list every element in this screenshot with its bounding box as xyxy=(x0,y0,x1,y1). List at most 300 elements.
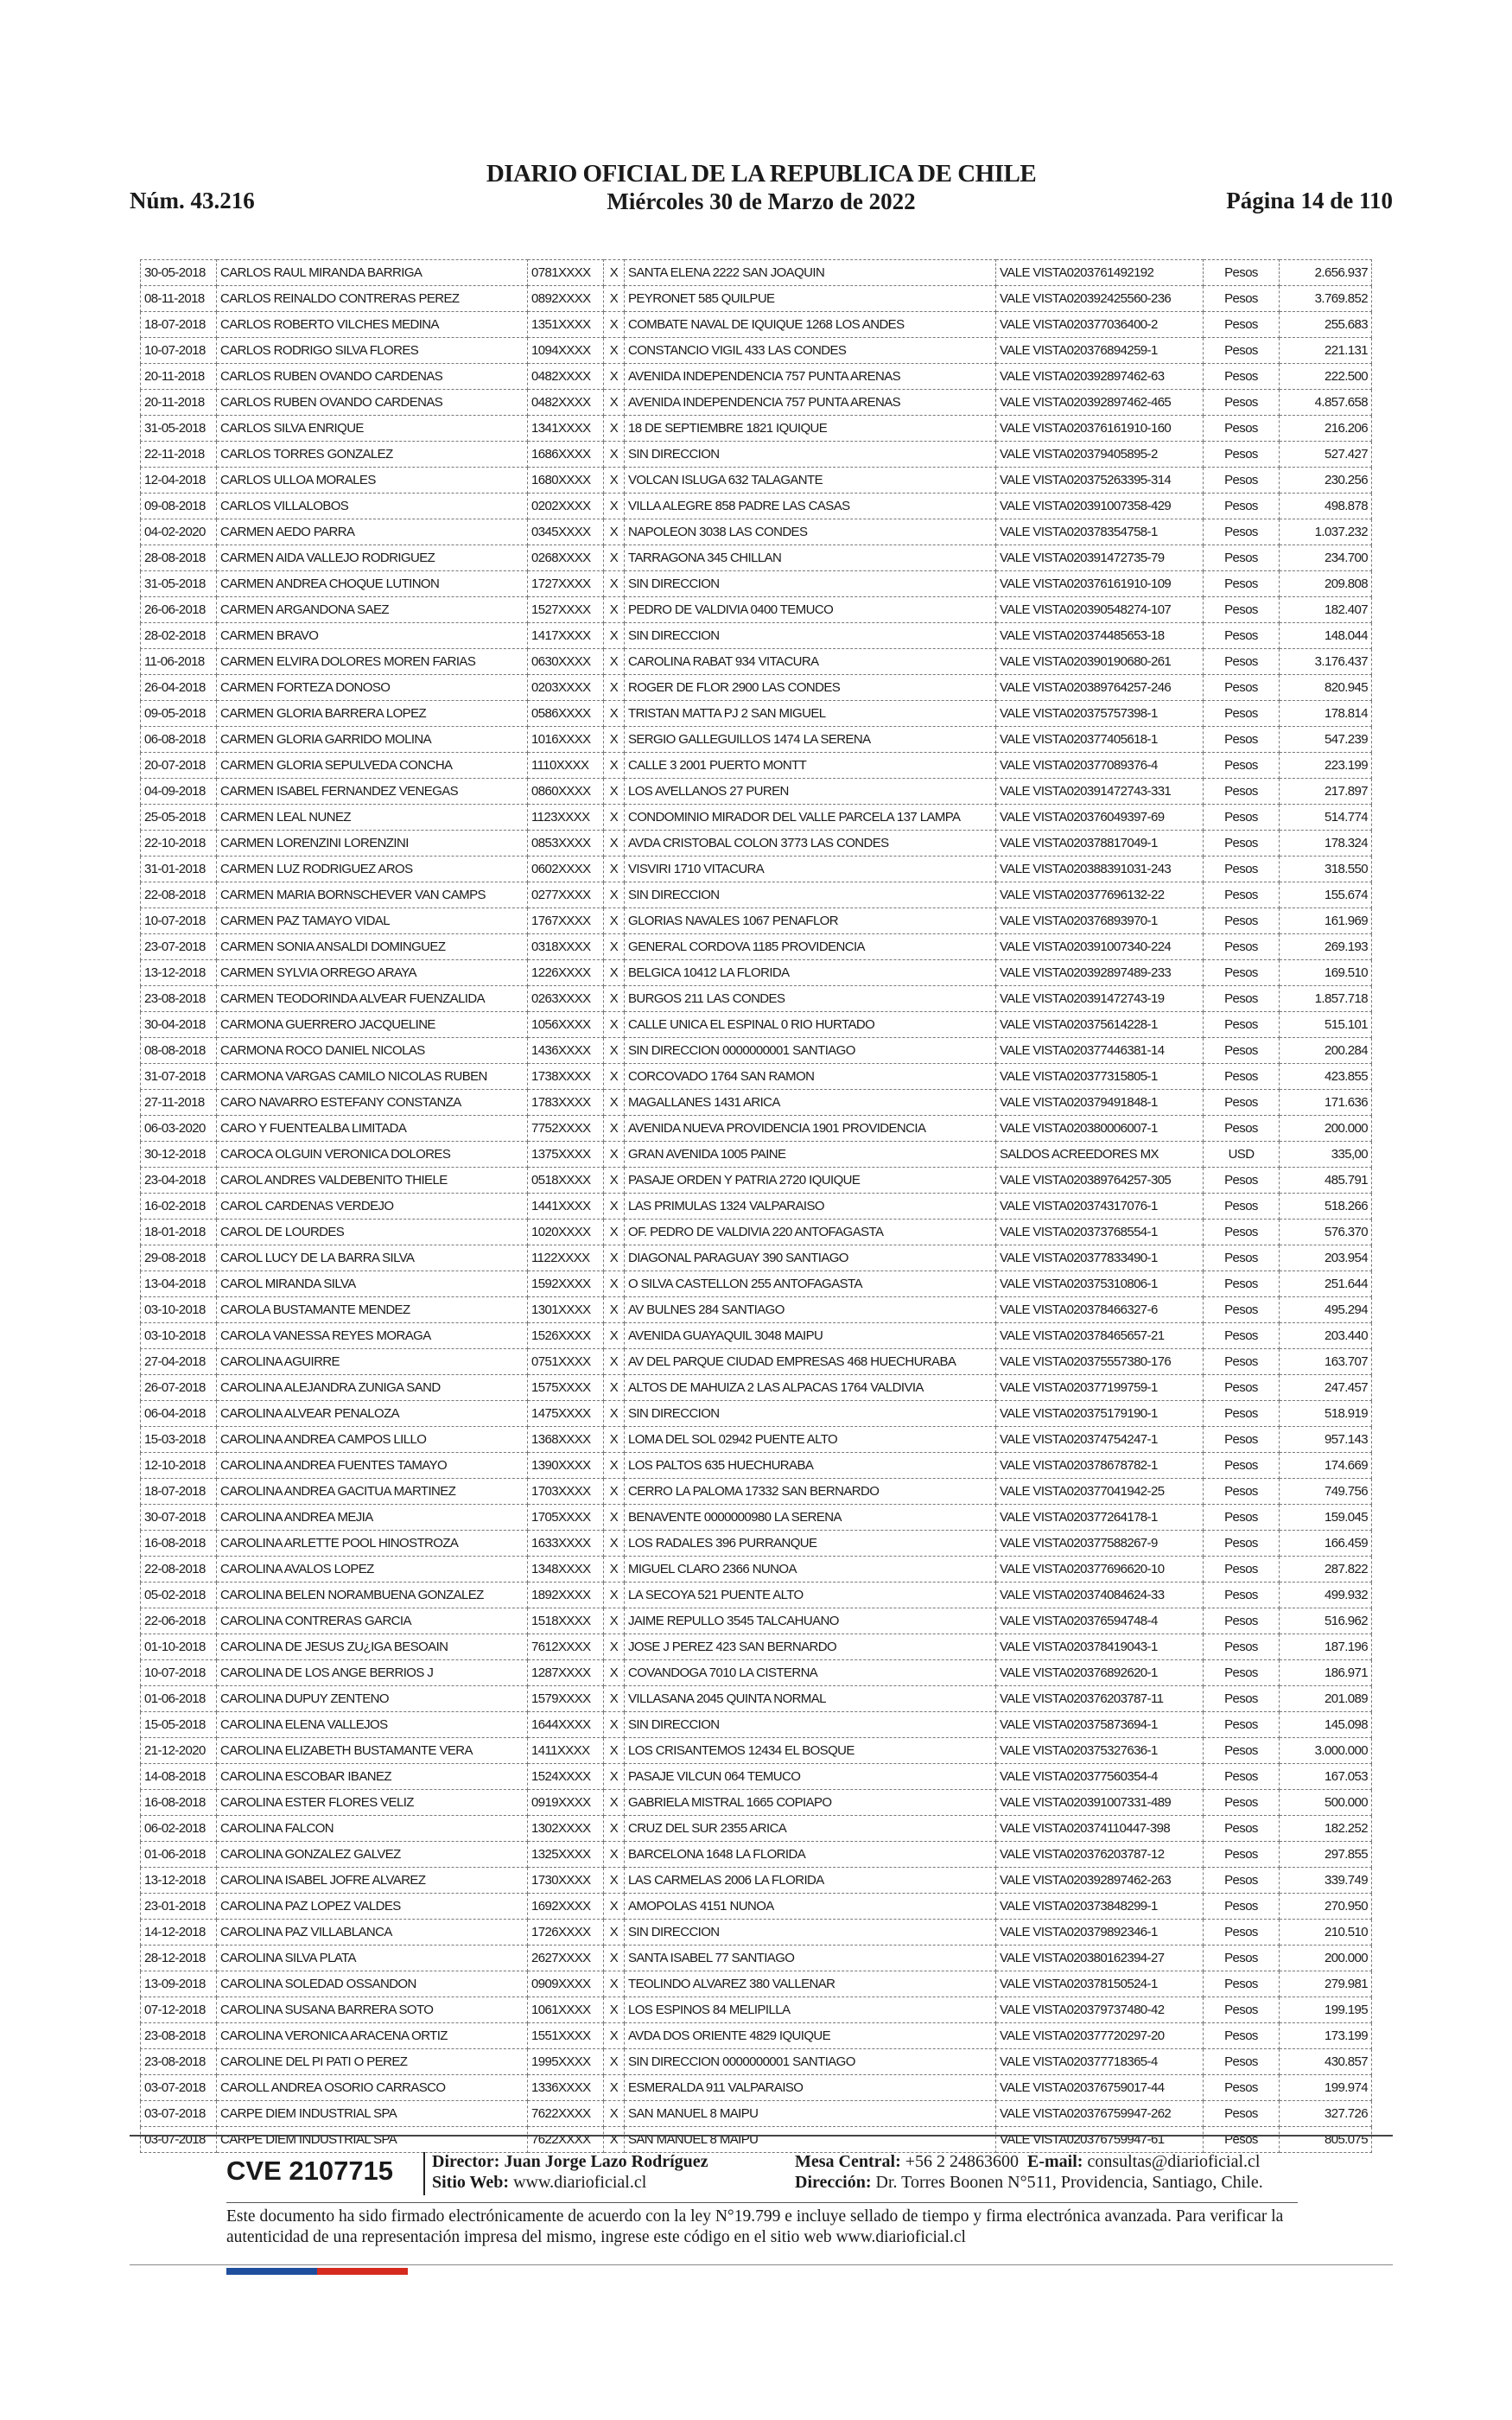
cell-rut: 1633XXXX xyxy=(528,1531,604,1557)
cell-date: 10-07-2018 xyxy=(141,1660,217,1686)
cell-rut: 0919XXXX xyxy=(528,1790,604,1816)
cell-name: CAROLINA CONTRERAS GARCIA xyxy=(217,1608,528,1634)
cell-amount: 527.427 xyxy=(1280,442,1372,468)
page-number: Página 14 de 110 xyxy=(1226,188,1393,213)
cell-address: SIN DIRECCION xyxy=(625,1401,996,1427)
cell-rut: 0202XXXX xyxy=(528,494,604,519)
table-row xyxy=(141,1738,1372,1764)
cell-currency: Pesos xyxy=(1204,1297,1280,1323)
cell-mark: X xyxy=(604,1375,625,1401)
cell-currency: Pesos xyxy=(1204,1583,1280,1608)
table-row xyxy=(141,1531,1372,1557)
records-table xyxy=(140,259,1372,2153)
cell-rut: 0482XXXX xyxy=(528,390,604,416)
cell-date: 06-03-2020 xyxy=(141,1116,217,1142)
cell-document: VALE VISTA020378817049-1 xyxy=(996,831,1204,857)
cell-amount: 173.199 xyxy=(1280,2023,1372,2049)
cell-rut: 7622XXXX xyxy=(528,2101,604,2127)
cell-mark: X xyxy=(604,960,625,986)
cell-name: CARMEN BRAVO xyxy=(217,623,528,649)
cell-document: VALE VISTA020377696620-10 xyxy=(996,1557,1204,1583)
cell-mark: X xyxy=(604,1712,625,1738)
cell-amount: 203.440 xyxy=(1280,1323,1372,1349)
cell-name: CARMEN LUZ RODRIGUEZ AROS xyxy=(217,857,528,882)
cell-name: CARMONA GUERRERO JACQUELINE xyxy=(217,1012,528,1038)
cell-name: CAROCA OLGUIN VERONICA DOLORES xyxy=(217,1142,528,1168)
cell-document: VALE VISTA020380006007-1 xyxy=(996,1116,1204,1142)
email-label: E-mail: xyxy=(1027,2152,1083,2171)
cell-name: CAROLINA PAZ LOPEZ VALDES xyxy=(217,1894,528,1920)
cell-document: VALE VISTA020377264178-1 xyxy=(996,1505,1204,1531)
site-label: Sitio Web: xyxy=(432,2173,510,2192)
table-row xyxy=(141,1790,1372,1816)
cell-address: SERGIO GALLEGUILLOS 1474 LA SERENA xyxy=(625,727,996,753)
records-table-body xyxy=(141,260,1372,2153)
cell-address: CORCOVADO 1764 SAN RAMON xyxy=(625,1064,996,1090)
cell-document: VALE VISTA020375557380-176 xyxy=(996,1349,1204,1375)
cell-document: VALE VISTA020377199759-1 xyxy=(996,1375,1204,1401)
cell-date: 15-03-2018 xyxy=(141,1427,217,1453)
cell-rut: 0892XXXX xyxy=(528,286,604,312)
cell-date: 06-08-2018 xyxy=(141,727,217,753)
cell-document: VALE VISTA020376894259-1 xyxy=(996,338,1204,364)
cell-date: 12-10-2018 xyxy=(141,1453,217,1479)
cell-rut: 0630XXXX xyxy=(528,649,604,675)
cell-currency: Pesos xyxy=(1204,1245,1280,1271)
cell-amount: 430.857 xyxy=(1280,2049,1372,2075)
cell-rut: 1767XXXX xyxy=(528,908,604,934)
cell-address: CALLE UNICA EL ESPINAL 0 RIO HURTADO xyxy=(625,1012,996,1038)
issue-number: Núm. 43.216 xyxy=(130,188,255,213)
table-row xyxy=(141,1245,1372,1271)
cell-date: 03-10-2018 xyxy=(141,1297,217,1323)
cell-amount: 820.945 xyxy=(1280,675,1372,701)
mesa-label: Mesa Central: xyxy=(795,2152,901,2171)
cell-currency: Pesos xyxy=(1204,364,1280,390)
cell-name: CAROLINA BELEN NORAMBUENA GONZALEZ xyxy=(217,1583,528,1608)
cell-date: 23-04-2018 xyxy=(141,1168,217,1194)
cell-address: TEOLINDO ALVAREZ 380 VALLENAR xyxy=(625,1971,996,1997)
table-row xyxy=(141,545,1372,571)
table-row xyxy=(141,519,1372,545)
cell-date: 31-01-2018 xyxy=(141,857,217,882)
cell-rut: 0602XXXX xyxy=(528,857,604,882)
cell-date: 28-12-2018 xyxy=(141,1946,217,1971)
table-row xyxy=(141,1894,1372,1920)
cell-mark: X xyxy=(604,1557,625,1583)
cell-date: 20-07-2018 xyxy=(141,753,217,779)
cell-address: AVENIDA NUEVA PROVIDENCIA 1901 PROVIDENCIA xyxy=(625,1116,996,1142)
cell-amount: 186.971 xyxy=(1280,1660,1372,1686)
cell-name: CARLOS ULLOA MORALES xyxy=(217,468,528,494)
cell-currency: Pesos xyxy=(1204,1505,1280,1531)
cell-currency: Pesos xyxy=(1204,494,1280,519)
cell-name: CARPE DIEM INDUSTRIAL SPA xyxy=(217,2101,528,2127)
cell-amount: 199.195 xyxy=(1280,1997,1372,2023)
cell-mark: X xyxy=(604,1220,625,1245)
cell-mark: X xyxy=(604,1660,625,1686)
cell-mark: X xyxy=(604,675,625,701)
cell-currency: Pesos xyxy=(1204,1012,1280,1038)
table-row xyxy=(141,1090,1372,1116)
cell-date: 13-09-2018 xyxy=(141,1971,217,1997)
cell-amount: 3.000.000 xyxy=(1280,1738,1372,1764)
cell-currency: Pesos xyxy=(1204,1816,1280,1842)
cell-mark: X xyxy=(604,364,625,390)
cell-mark: X xyxy=(604,649,625,675)
table-row xyxy=(141,2075,1372,2101)
table-row xyxy=(141,934,1372,960)
cell-amount: 498.878 xyxy=(1280,494,1372,519)
cell-name: CARPE DIEM INDUSTRIAL SPA xyxy=(217,2127,528,2153)
cell-currency: Pesos xyxy=(1204,1531,1280,1557)
cell-mark: X xyxy=(604,1764,625,1790)
cell-amount: 485.791 xyxy=(1280,1168,1372,1194)
cell-document: VALE VISTA020377588267-9 xyxy=(996,1531,1204,1557)
cell-mark: X xyxy=(604,882,625,908)
table-row xyxy=(141,986,1372,1012)
cell-mark: X xyxy=(604,1894,625,1920)
cell-name: CARMEN SYLVIA ORREGO ARAYA xyxy=(217,960,528,986)
table-row xyxy=(141,1038,1372,1064)
cell-currency: Pesos xyxy=(1204,779,1280,805)
cell-date: 27-04-2018 xyxy=(141,1349,217,1375)
cell-amount: 547.239 xyxy=(1280,727,1372,753)
table-row xyxy=(141,1997,1372,2023)
cell-document: VALE VISTA020376161910-109 xyxy=(996,571,1204,597)
table-row xyxy=(141,2127,1372,2153)
cell-amount: 3.769.852 xyxy=(1280,286,1372,312)
cell-rut: 0853XXXX xyxy=(528,831,604,857)
cell-document: VALE VISTA020378678782-1 xyxy=(996,1453,1204,1479)
table-row xyxy=(141,494,1372,519)
cell-address: PASAJE VILCUN 064 TEMUCO xyxy=(625,1764,996,1790)
cell-rut: 1726XXXX xyxy=(528,1920,604,1946)
footer-divider xyxy=(130,2135,1393,2137)
cell-address: LA SECOYA 521 PUENTE ALTO xyxy=(625,1583,996,1608)
cell-currency: Pesos xyxy=(1204,2127,1280,2153)
cell-address: BENAVENTE 0000000980 LA SERENA xyxy=(625,1505,996,1531)
signature-notice: Este documento ha sido firmado electrónicamente de acuerdo con la ley N°19.799 e incluye sellado de tiempo y firma electrónica avanzada. Para verificar la autenticidad de una representación impresa del mismo, ingrese este código en el sitio web www.diarioficial.cl xyxy=(226,2207,1284,2246)
director-label: Director: xyxy=(432,2152,500,2171)
table-row xyxy=(141,753,1372,779)
cell-mark: X xyxy=(604,623,625,649)
table-row xyxy=(141,675,1372,701)
cell-date: 23-08-2018 xyxy=(141,2049,217,2075)
cell-currency: Pesos xyxy=(1204,1608,1280,1634)
cell-address: PEYRONET 585 QUILPUE xyxy=(625,286,996,312)
cell-amount: 174.669 xyxy=(1280,1453,1372,1479)
cell-mark: X xyxy=(604,1479,625,1505)
cell-mark: X xyxy=(604,494,625,519)
cell-currency: Pesos xyxy=(1204,1168,1280,1194)
cell-amount: 339.749 xyxy=(1280,1868,1372,1894)
cell-date: 16-02-2018 xyxy=(141,1194,217,1220)
cell-address: CERRO LA PALOMA 17332 SAN BERNARDO xyxy=(625,1479,996,1505)
cell-amount: 182.407 xyxy=(1280,597,1372,623)
cell-currency: Pesos xyxy=(1204,1738,1280,1764)
cell-name: CAROLINA SILVA PLATA xyxy=(217,1946,528,1971)
cell-date: 22-06-2018 xyxy=(141,1608,217,1634)
cell-name: CAROLINA ISABEL JOFRE ALVAREZ xyxy=(217,1868,528,1894)
cell-currency: Pesos xyxy=(1204,1220,1280,1245)
cell-currency: Pesos xyxy=(1204,1116,1280,1142)
cell-document: VALE VISTA020378354758-1 xyxy=(996,519,1204,545)
cell-address: LOS PALTOS 635 HUECHURABA xyxy=(625,1453,996,1479)
cell-currency: Pesos xyxy=(1204,1712,1280,1738)
cell-rut: 1783XXXX xyxy=(528,1090,604,1116)
cell-date: 30-05-2018 xyxy=(141,260,217,286)
cell-amount: 230.256 xyxy=(1280,468,1372,494)
table-row xyxy=(141,2101,1372,2127)
table-row xyxy=(141,312,1372,338)
cell-document: VALE VISTA020377833490-1 xyxy=(996,1245,1204,1271)
cell-address: BELGICA 10412 LA FLORIDA xyxy=(625,960,996,986)
cell-date: 01-10-2018 xyxy=(141,1634,217,1660)
cell-rut: 1226XXXX xyxy=(528,960,604,986)
cell-mark: X xyxy=(604,390,625,416)
cell-name: CAROL MIRANDA SILVA xyxy=(217,1271,528,1297)
cell-address: TRISTAN MATTA PJ 2 SAN MIGUEL xyxy=(625,701,996,727)
cell-amount: 167.053 xyxy=(1280,1764,1372,1790)
cell-currency: Pesos xyxy=(1204,519,1280,545)
cell-rut: 1738XXXX xyxy=(528,1064,604,1090)
cell-currency: Pesos xyxy=(1204,1764,1280,1790)
cell-document: VALE VISTA020377718365-4 xyxy=(996,2049,1204,2075)
cell-name: CAROLA BUSTAMANTE MENDEZ xyxy=(217,1297,528,1323)
cell-amount: 171.636 xyxy=(1280,1090,1372,1116)
cell-document: VALE VISTA020375179190-1 xyxy=(996,1401,1204,1427)
cell-document: VALE VISTA020377041942-25 xyxy=(996,1479,1204,1505)
cell-mark: X xyxy=(604,1920,625,1946)
table-row xyxy=(141,857,1372,882)
cell-amount: 297.855 xyxy=(1280,1842,1372,1868)
cell-currency: Pesos xyxy=(1204,260,1280,286)
cell-currency: Pesos xyxy=(1204,701,1280,727)
cell-mark: X xyxy=(604,545,625,571)
cell-address: CAROLINA RABAT 934 VITACURA xyxy=(625,649,996,675)
cell-date: 13-04-2018 xyxy=(141,1271,217,1297)
cell-document: VALE VISTA020389764257-246 xyxy=(996,675,1204,701)
cell-name: CARMEN ANDREA CHOQUE LUTINON xyxy=(217,571,528,597)
cell-rut: 2627XXXX xyxy=(528,1946,604,1971)
cell-mark: X xyxy=(604,571,625,597)
table-row xyxy=(141,1349,1372,1375)
table-row xyxy=(141,1842,1372,1868)
cell-mark: X xyxy=(604,1271,625,1297)
cell-document: VALE VISTA020392897462-63 xyxy=(996,364,1204,390)
cell-amount: 251.644 xyxy=(1280,1271,1372,1297)
cell-amount: 145.098 xyxy=(1280,1712,1372,1738)
cell-name: CARLOS TORRES GONZALEZ xyxy=(217,442,528,468)
cell-document: VALE VISTA020376049397-69 xyxy=(996,805,1204,831)
table-row xyxy=(141,1116,1372,1142)
cell-rut: 1892XXXX xyxy=(528,1583,604,1608)
director-name: Juan Jorge Lazo Rodríguez xyxy=(504,2152,708,2171)
cell-address: COVANDOGA 7010 LA CISTERNA xyxy=(625,1660,996,1686)
cell-currency: Pesos xyxy=(1204,2101,1280,2127)
cell-currency: Pesos xyxy=(1204,753,1280,779)
cell-name: CARLOS VILLALOBOS xyxy=(217,494,528,519)
cell-name: CAROLINA DE JESUS ZU¿IGA BESOAIN xyxy=(217,1634,528,1660)
cell-name: CAROLINA ANDREA GACITUA MARTINEZ xyxy=(217,1479,528,1505)
cell-address: AVENIDA INDEPENDENCIA 757 PUNTA ARENAS xyxy=(625,364,996,390)
cell-mark: X xyxy=(604,1608,625,1634)
site-link[interactable]: www.diarioficial.cl xyxy=(513,2173,647,2192)
table-row xyxy=(141,286,1372,312)
cell-date: 26-07-2018 xyxy=(141,1375,217,1401)
cell-amount: 495.294 xyxy=(1280,1297,1372,1323)
cell-mark: X xyxy=(604,1116,625,1142)
footer-separator xyxy=(423,2152,425,2195)
cell-rut: 1436XXXX xyxy=(528,1038,604,1064)
cell-document: VALE VISTA020375310806-1 xyxy=(996,1271,1204,1297)
cell-rut: 0318XXXX xyxy=(528,934,604,960)
bottom-divider xyxy=(130,2264,1393,2265)
cell-rut: 1644XXXX xyxy=(528,1712,604,1738)
cell-date: 10-07-2018 xyxy=(141,338,217,364)
table-row xyxy=(141,1764,1372,1790)
cell-address: LOS AVELLANOS 27 PUREN xyxy=(625,779,996,805)
cell-name: CAROLINA ARLETTE POOL HINOSTROZA xyxy=(217,1531,528,1557)
cell-rut: 1020XXXX xyxy=(528,1220,604,1245)
cell-date: 23-07-2018 xyxy=(141,934,217,960)
cell-address: VISVIRI 1710 VITACURA xyxy=(625,857,996,882)
cell-currency: Pesos xyxy=(1204,1427,1280,1453)
cell-currency: Pesos xyxy=(1204,1868,1280,1894)
cell-document: VALE VISTA020377089376-4 xyxy=(996,753,1204,779)
cell-document: VALE VISTA020375873694-1 xyxy=(996,1712,1204,1738)
cell-currency: Pesos xyxy=(1204,1842,1280,1868)
cell-rut: 0268XXXX xyxy=(528,545,604,571)
cell-currency: Pesos xyxy=(1204,623,1280,649)
cell-rut: 1122XXXX xyxy=(528,1245,604,1271)
cell-rut: 1123XXXX xyxy=(528,805,604,831)
cell-address: SAN MANUEL 8 MAIPU xyxy=(625,2127,996,2153)
cell-name: CARMONA ROCO DANIEL NICOLAS xyxy=(217,1038,528,1064)
cell-document: VALE VISTA020379892346-1 xyxy=(996,1920,1204,1946)
cell-mark: X xyxy=(604,1349,625,1375)
cell-currency: Pesos xyxy=(1204,416,1280,442)
cell-mark: X xyxy=(604,1816,625,1842)
cell-currency: Pesos xyxy=(1204,857,1280,882)
cell-name: CAROLINA AVALOS LOPEZ xyxy=(217,1557,528,1583)
cell-amount: 514.774 xyxy=(1280,805,1372,831)
cell-name: CAROL DE LOURDES xyxy=(217,1220,528,1245)
cell-rut: 1061XXXX xyxy=(528,1997,604,2023)
cell-amount: 178.814 xyxy=(1280,701,1372,727)
cell-document: VALE VISTA020376759017-44 xyxy=(996,2075,1204,2101)
cell-date: 03-07-2018 xyxy=(141,2075,217,2101)
cell-amount: 287.822 xyxy=(1280,1557,1372,1583)
cell-rut: 1301XXXX xyxy=(528,1297,604,1323)
cell-name: CAROLINA DUPUY ZENTENO xyxy=(217,1686,528,1712)
publication-title: DIARIO OFICIAL DE LA REPUBLICA DE CHILE xyxy=(486,160,1037,188)
cell-rut: 1527XXXX xyxy=(528,597,604,623)
cell-document: VALE VISTA020378466327-6 xyxy=(996,1297,1204,1323)
table-row xyxy=(141,1453,1372,1479)
cell-rut: 0203XXXX xyxy=(528,675,604,701)
table-row xyxy=(141,468,1372,494)
cell-amount: 516.962 xyxy=(1280,1608,1372,1634)
cell-name: CAROLINA VERONICA ARACENA ORTIZ xyxy=(217,2023,528,2049)
cell-address: ESMERALDA 911 VALPARAISO xyxy=(625,2075,996,2101)
cell-rut: 0781XXXX xyxy=(528,260,604,286)
cell-document: VALE VISTA020392425560-236 xyxy=(996,286,1204,312)
masthead xyxy=(130,160,1393,215)
cell-address: SANTA ISABEL 77 SANTIAGO xyxy=(625,1946,996,1971)
cell-rut: 1592XXXX xyxy=(528,1271,604,1297)
cell-document: VALE VISTA020376203787-11 xyxy=(996,1686,1204,1712)
cell-currency: Pesos xyxy=(1204,571,1280,597)
cell-currency: Pesos xyxy=(1204,1271,1280,1297)
cell-address: MAGALLANES 1431 ARICA xyxy=(625,1090,996,1116)
cell-date: 25-05-2018 xyxy=(141,805,217,831)
cell-document: VALE VISTA020375263395-314 xyxy=(996,468,1204,494)
email-link[interactable]: consultas@diarioficial.cl xyxy=(1087,2152,1261,2171)
contact-info xyxy=(795,2151,1263,2193)
cell-name: CAROLINA PAZ VILLABLANCA xyxy=(217,1920,528,1946)
cell-rut: 1730XXXX xyxy=(528,1868,604,1894)
cell-date: 18-07-2018 xyxy=(141,312,217,338)
cell-name: CARMEN PAZ TAMAYO VIDAL xyxy=(217,908,528,934)
cell-amount: 200.000 xyxy=(1280,1946,1372,1971)
cell-mark: X xyxy=(604,1401,625,1427)
cell-date: 20-11-2018 xyxy=(141,364,217,390)
cell-rut: 1705XXXX xyxy=(528,1505,604,1531)
cell-date: 29-08-2018 xyxy=(141,1245,217,1271)
footer-divider-thin xyxy=(226,2202,1298,2203)
cell-currency: Pesos xyxy=(1204,675,1280,701)
cell-currency: Pesos xyxy=(1204,1946,1280,1971)
cell-address: GABRIELA MISTRAL 1665 COPIAPO xyxy=(625,1790,996,1816)
cell-rut: 1110XXXX xyxy=(528,753,604,779)
cell-document: VALE VISTA020378419043-1 xyxy=(996,1634,1204,1660)
cell-name: CARLOS RAUL MIRANDA BARRIGA xyxy=(217,260,528,286)
cell-date: 31-05-2018 xyxy=(141,416,217,442)
table-row xyxy=(141,882,1372,908)
cell-mark: X xyxy=(604,934,625,960)
cell-document: VALE VISTA020376892620-1 xyxy=(996,1660,1204,1686)
cell-document: VALE VISTA020380162394-27 xyxy=(996,1946,1204,1971)
cell-name: CAROLINA ALVEAR PENALOZA xyxy=(217,1401,528,1427)
cell-mark: X xyxy=(604,1686,625,1712)
cell-name: CAROLINA ESTER FLORES VELIZ xyxy=(217,1790,528,1816)
table-row xyxy=(141,727,1372,753)
cell-document: VALE VISTA020373768554-1 xyxy=(996,1220,1204,1245)
cell-document: VALE VISTA020375757398-1 xyxy=(996,701,1204,727)
cell-name: CARMEN FORTEZA DONOSO xyxy=(217,675,528,701)
cell-rut: 1325XXXX xyxy=(528,1842,604,1868)
cell-name: CARMEN AIDA VALLEJO RODRIGUEZ xyxy=(217,545,528,571)
table-row xyxy=(141,1375,1372,1401)
cell-currency: Pesos xyxy=(1204,1660,1280,1686)
cell-document: VALE VISTA020379405895-2 xyxy=(996,442,1204,468)
cell-amount: 201.089 xyxy=(1280,1686,1372,1712)
cell-address: JAIME REPULLO 3545 TALCAHUANO xyxy=(625,1608,996,1634)
cell-name: CARMEN GLORIA GARRIDO MOLINA xyxy=(217,727,528,753)
cell-amount: 210.510 xyxy=(1280,1920,1372,1946)
cell-address: 18 DE SEPTIEMBRE 1821 IQUIQUE xyxy=(625,416,996,442)
cell-date: 26-06-2018 xyxy=(141,597,217,623)
cell-address: ROGER DE FLOR 2900 LAS CONDES xyxy=(625,675,996,701)
table-row xyxy=(141,1971,1372,1997)
cell-currency: Pesos xyxy=(1204,934,1280,960)
cell-rut: 1411XXXX xyxy=(528,1738,604,1764)
cell-amount: 318.550 xyxy=(1280,857,1372,882)
cell-amount: 1.037.232 xyxy=(1280,519,1372,545)
cell-name: CARMEN LORENZINI LORENZINI xyxy=(217,831,528,857)
